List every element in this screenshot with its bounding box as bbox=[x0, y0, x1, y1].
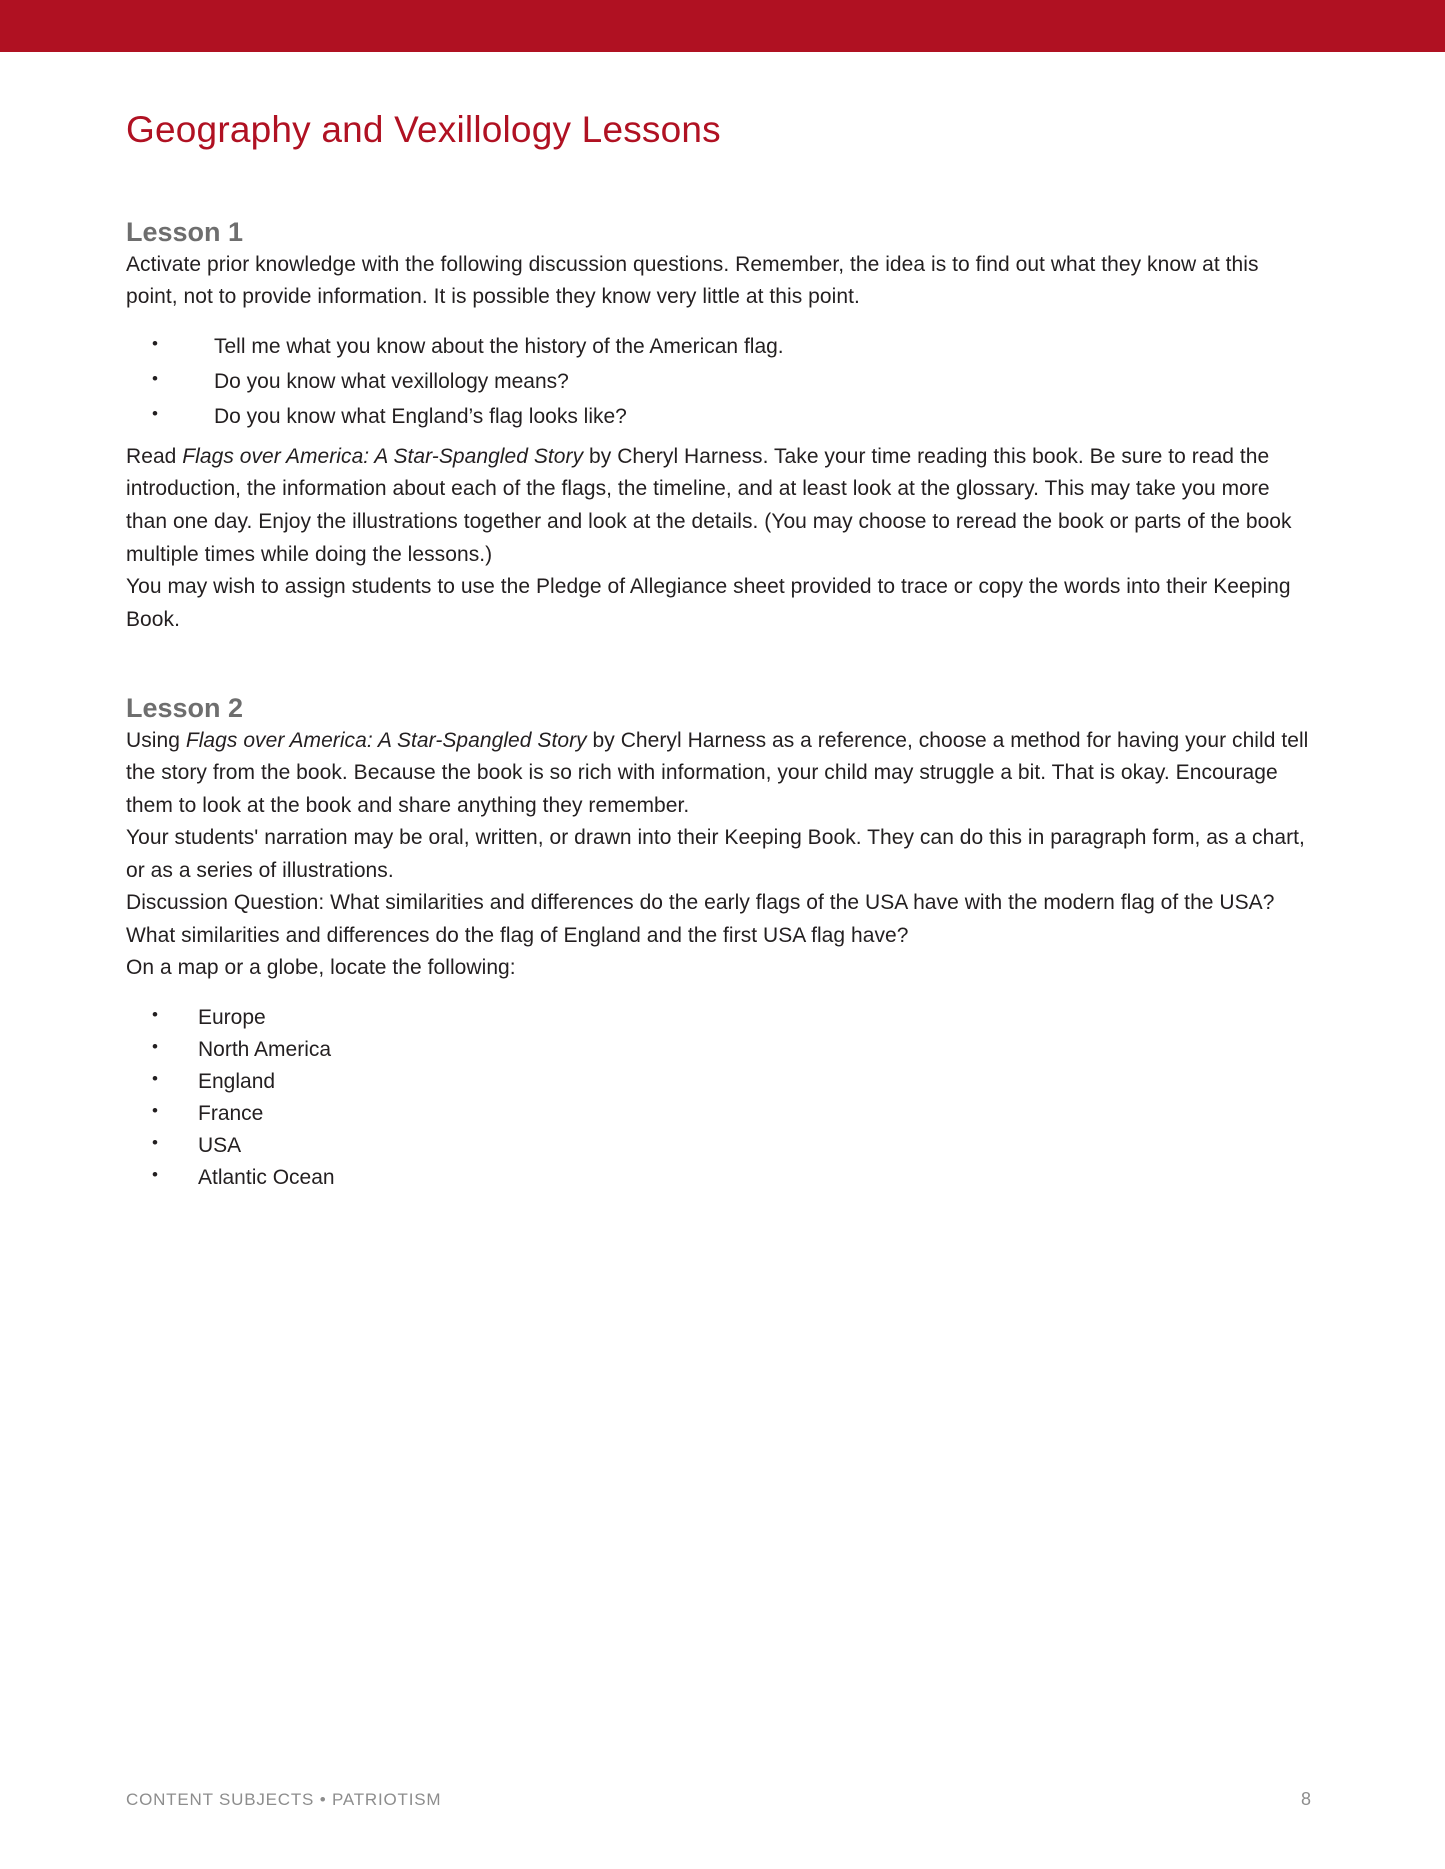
lesson-2-heading: Lesson 2 bbox=[126, 693, 244, 724]
lesson-1-pledge-paragraph: You may wish to assign students to use the Pledge of Allegiance sheet provided to trace or copy the words into their Keeping Book. bbox=[126, 575, 1291, 631]
book-title: Flags over America: A Star-Spangled Story bbox=[182, 444, 584, 468]
page-title: Geography and Vexillology Lessons bbox=[126, 109, 721, 150]
narration-prefix: Using bbox=[126, 728, 186, 752]
lesson-2-map-intro: On a map or a globe, locate the following: bbox=[126, 956, 516, 980]
page-content bbox=[126, 108, 1311, 1199]
lesson-2-map-list bbox=[126, 1007, 1311, 1188]
lesson-1-reading-paragraph bbox=[126, 441, 1311, 571]
reading-prefix: Read bbox=[126, 444, 183, 468]
list-item: • Do you know what vexillology means? bbox=[126, 371, 1311, 392]
footer-label: CONTENT SUBJECTS • PATRIOTISM bbox=[126, 1790, 442, 1809]
list-item: • England bbox=[126, 1071, 1311, 1092]
page-number: 8 bbox=[1300, 1789, 1311, 1809]
page-footer bbox=[126, 1789, 1311, 1810]
narration-suffix: by Cheryl Harness as a reference, choose a method for having your child tell the story from the book. Because the book is so rich with information, your child may struggle a bit. That is okay. Encourage them to look at the book and share anything they remember. bbox=[126, 728, 1309, 817]
reading-suffix: by Cheryl Harness. Take your time reading this book. Be sure to read the introduction, the information about each of the flags, the timeline, and at least look at the glossary. This may take you more than one day. Enjoy the illustrations together and look at the details. (You may choose to reread the book or parts of the book multiple times while doing the lessons.) bbox=[126, 444, 1292, 566]
list-item: • Atlantic Ocean bbox=[126, 1167, 1311, 1188]
lesson-2-narration-forms-paragraph: Your students' narration may be oral, written, or drawn into their Keeping Book. They can do this in paragraph form, as a chart, or as a series of illustrations. bbox=[126, 826, 1305, 882]
list-item: • North America bbox=[126, 1039, 1311, 1060]
lesson-1-heading: Lesson 1 bbox=[126, 217, 244, 248]
list-item: • USA bbox=[126, 1135, 1311, 1156]
lesson-1-intro-paragraph: Activate prior knowledge with the following discussion questions. Remember, the idea is to find out what they know at this point, not to provide information. It is possible they know very little at this point. bbox=[126, 252, 1259, 309]
list-item: • Europe bbox=[126, 1007, 1311, 1028]
list-item: • France bbox=[126, 1103, 1311, 1124]
list-item: • Tell me what you know about the history of the American flag. bbox=[126, 336, 1311, 357]
list-item: • Do you know what England’s flag looks like? bbox=[126, 406, 1311, 427]
header-accent-bar bbox=[0, 0, 1445, 52]
lesson-2-discussion-question: Discussion Question: What similarities and differences do the early flags of the USA have with the modern flag of the USA? What similarities and differences do the flag of England and the first USA flag have? bbox=[126, 891, 1275, 947]
book-title: Flags over America: A Star-Spangled Story bbox=[185, 728, 587, 752]
lesson-2-narration-paragraph bbox=[126, 725, 1311, 823]
lesson-1-question-list bbox=[126, 336, 1311, 427]
